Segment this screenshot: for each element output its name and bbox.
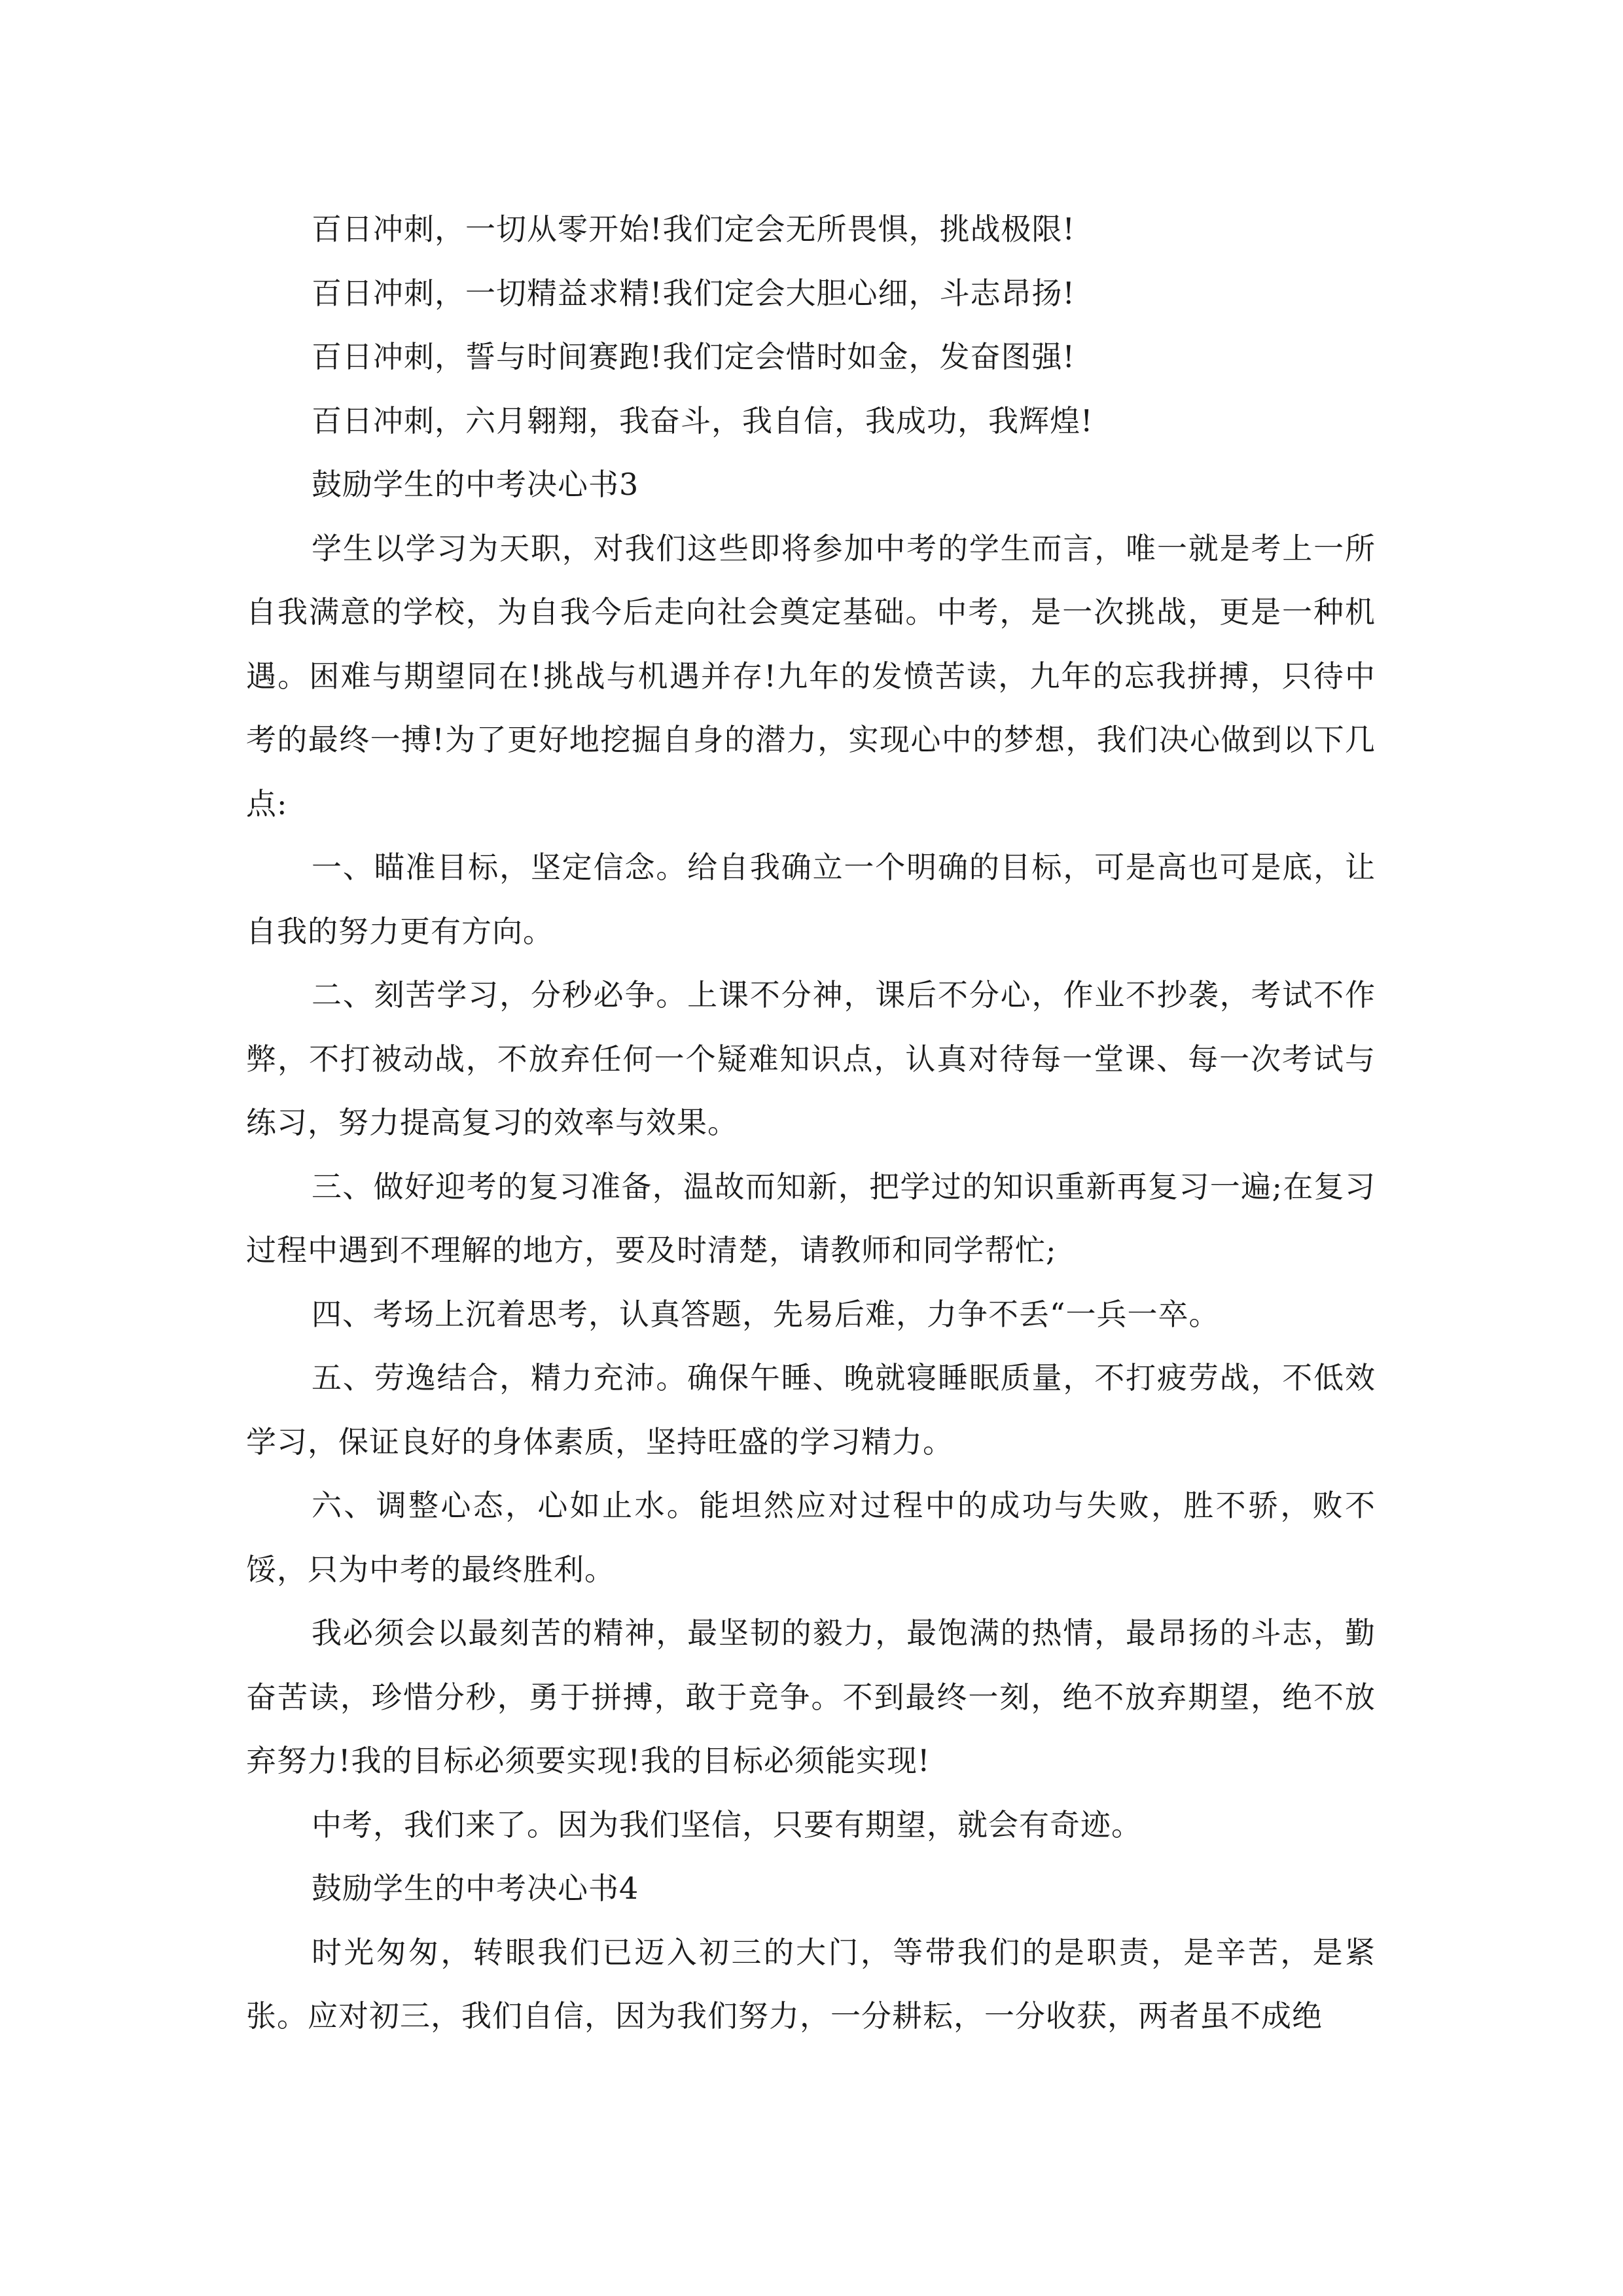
- paragraph-3: 百日冲刺，誓与时间赛跑!我们定会惜时如金，发奋图强!: [312, 339, 1075, 374]
- paragraph-2: 百日冲刺，一切精益求精!我们定会大胆心细，斗志昂扬!: [312, 275, 1075, 311]
- section-heading-4: 鼓励学生的中考决心书4: [312, 1871, 639, 1906]
- point-three: 三、做好迎考的复习准备，温故而知新，把学过的知识重新再复习一遍;在复习过程中遇到不理解的地方，要及时清楚，请教师和同学帮忙;: [246, 1168, 1376, 1268]
- paragraph-intro: 学生以学习为天职，对我们这些即将参加中考的学生而言，唯一就是考上一所自我满意的学校，为自我今后走向社会奠定基础。中考，是一次挑战，更是一种机遇。困难与期望同在!挑战与机遇并存!九年的发愤苦读，九年的忘我拼搏，只待中考的最终一搏!为了更好地挖掘自身的潜力，实现心中的梦想，我们决心做到以下几点:: [246, 530, 1376, 821]
- paragraph-closing: 中考，我们来了。因为我们坚信，只要有期望，就会有奇迹。: [312, 1806, 1142, 1842]
- point-one: 一、瞄准目标，坚定信念。给自我确立一个明确的目标，可是高也可是底，让自我的努力更有方向。: [246, 850, 1376, 949]
- point-five: 五、劳逸结合，精力充沛。确保午睡、晚就寝睡眠质量，不打疲劳战，不低效学习，保证良好的身体素质，坚持旺盛的学习精力。: [246, 1360, 1376, 1460]
- paragraph-continued: 时光匆匆，转眼我们已迈入初三的大门，等带我们的是职责，是辛苦，是紧张。应对初三，我们自信，因为我们努力，一分耕耘，一分收获，两者虽不成绝: [246, 1934, 1376, 2034]
- section-heading-3: 鼓励学生的中考决心书3: [312, 467, 639, 502]
- point-six: 六、调整心态，心如止水。能坦然应对过程中的成功与失败，胜不骄，败不馁，只为中考的最终胜利。: [246, 1488, 1376, 1587]
- document-body: [246, 198, 1376, 2049]
- paragraph-4: 百日冲刺，六月翱翔，我奋斗，我自信，我成功，我辉煌!: [312, 403, 1094, 439]
- paragraph-resolve: 我必须会以最刻苦的精神，最坚韧的毅力，最饱满的热情，最昂扬的斗志，勤奋苦读，珍惜分秒，勇于拼搏，敢于竞争。不到最终一刻，绝不放弃期望，绝不放弃努力!我的目标必须要实现!我的目标必须能实现!: [246, 1615, 1376, 1778]
- point-two: 二、刻苦学习，分秒必争。上课不分神，课后不分心，作业不抄袭，考试不作弊，不打被动战，不放弃任何一个疑难知识点，认真对待每一堂课、每一次考试与练习，努力提高复习的效率与效果。: [246, 977, 1376, 1140]
- paragraph-1: 百日冲刺，一切从零开始!我们定会无所畏惧，挑战极限!: [312, 211, 1075, 247]
- point-four: 四、考场上沉着思考，认真答题，先易后难，力争不丢“一兵一卒。: [312, 1296, 1220, 1332]
